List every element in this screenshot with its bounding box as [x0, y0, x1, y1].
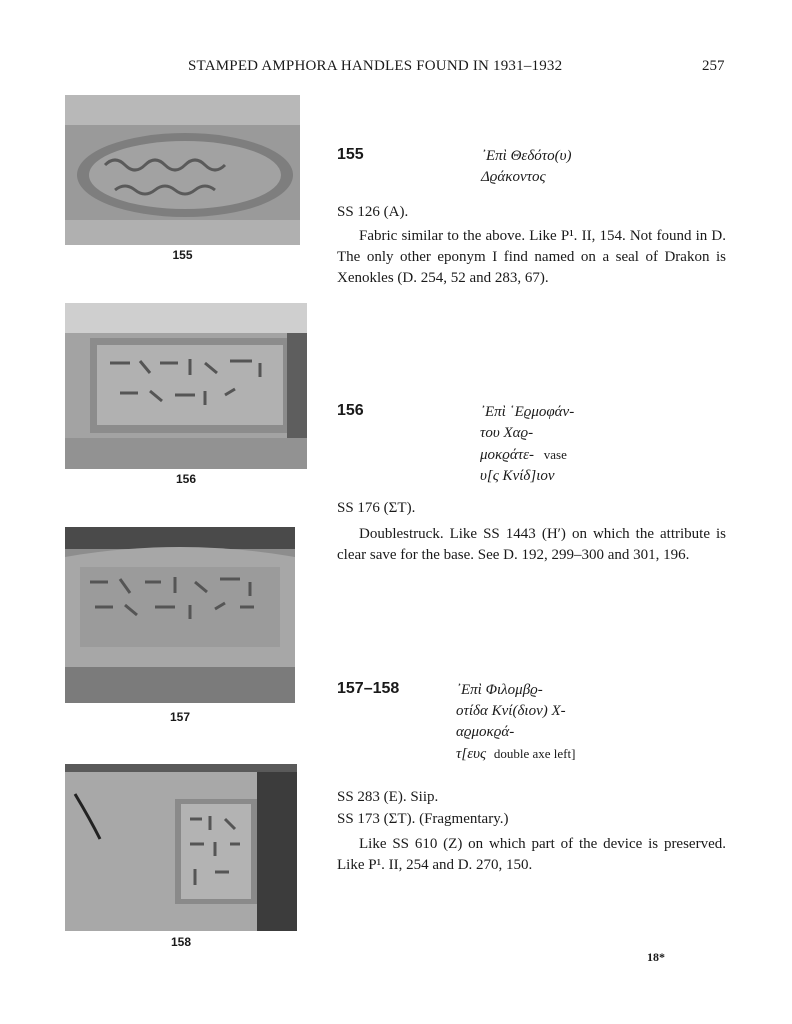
inscription-line: Δϱάκοντος — [481, 169, 546, 185]
inscription — [481, 146, 572, 188]
inscription — [456, 680, 626, 765]
photo-handle-156 — [65, 303, 307, 469]
entry-number: 156 — [337, 402, 364, 419]
inscription-line: ᾿Επὶ ῾Εϱμοφάν- — [480, 404, 575, 420]
catalogue-reference: SS 283 (E). Siip. — [337, 789, 439, 805]
inscription-text: τ[ευς — [456, 746, 487, 762]
inscription-line: του Χαϱ- — [480, 425, 534, 441]
figure-caption: 157 — [169, 710, 191, 724]
catalogue-reference: SS 176 (ΣT). — [337, 500, 416, 516]
photo-handle-158 — [65, 764, 297, 931]
inscription — [480, 402, 620, 487]
inscription-line — [480, 444, 620, 466]
inscription-line: ᾿Επὶ Θεδότο(υ) — [481, 148, 572, 164]
inscription-line: αϱμοκϱά- — [456, 724, 515, 740]
device-note: double axe left] — [493, 746, 576, 761]
entry-number: 155 — [337, 146, 364, 163]
catalogue-reference: SS 126 (A). — [337, 204, 409, 220]
page-number: 257 — [702, 58, 725, 74]
device-note: vase — [543, 447, 567, 462]
entry-commentary: Doublestruck. Like SS 1443 (H′) on which the attribute is clear save for the base. See D. 192, 299–300 and 301, 196. — [337, 526, 726, 563]
inscription-line: ᾿Επὶ Φιλομβϱ- — [456, 682, 543, 698]
entry-commentary: Fabric similar to the above. Like P¹. II, 154. Not found in D. The only other eponym I find named on a seal of Drakon is Xenokles (D. 254, 52 and 283, 67). — [337, 228, 726, 286]
inscription-text: μοκϱάτε- — [480, 447, 534, 463]
entry-number: 157–158 — [337, 680, 400, 697]
figure-caption: 158 — [170, 935, 192, 949]
inscription-line — [456, 743, 626, 765]
inscription-line: οτίδα Κνί(διον) X- — [456, 703, 566, 719]
entry-commentary: Like SS 610 (Z) on which part of the device is preserved. Like P¹. II, 254 and D. 270, 150. — [337, 836, 726, 873]
figure-caption: 156 — [175, 472, 197, 486]
photo-handle-157 — [65, 527, 295, 703]
photo-handle-155 — [65, 95, 300, 245]
inscription-line: υ[ς Κνίδ]ιον — [480, 468, 555, 484]
catalogue-reference: SS 173 (ΣT). (Fragmentary.) — [337, 811, 509, 827]
running-head: STAMPED AMPHORA HANDLES FOUND IN 1931–1932 — [188, 58, 563, 74]
signature-mark: 18* — [647, 950, 665, 964]
figure-caption: 155 — [172, 248, 193, 262]
